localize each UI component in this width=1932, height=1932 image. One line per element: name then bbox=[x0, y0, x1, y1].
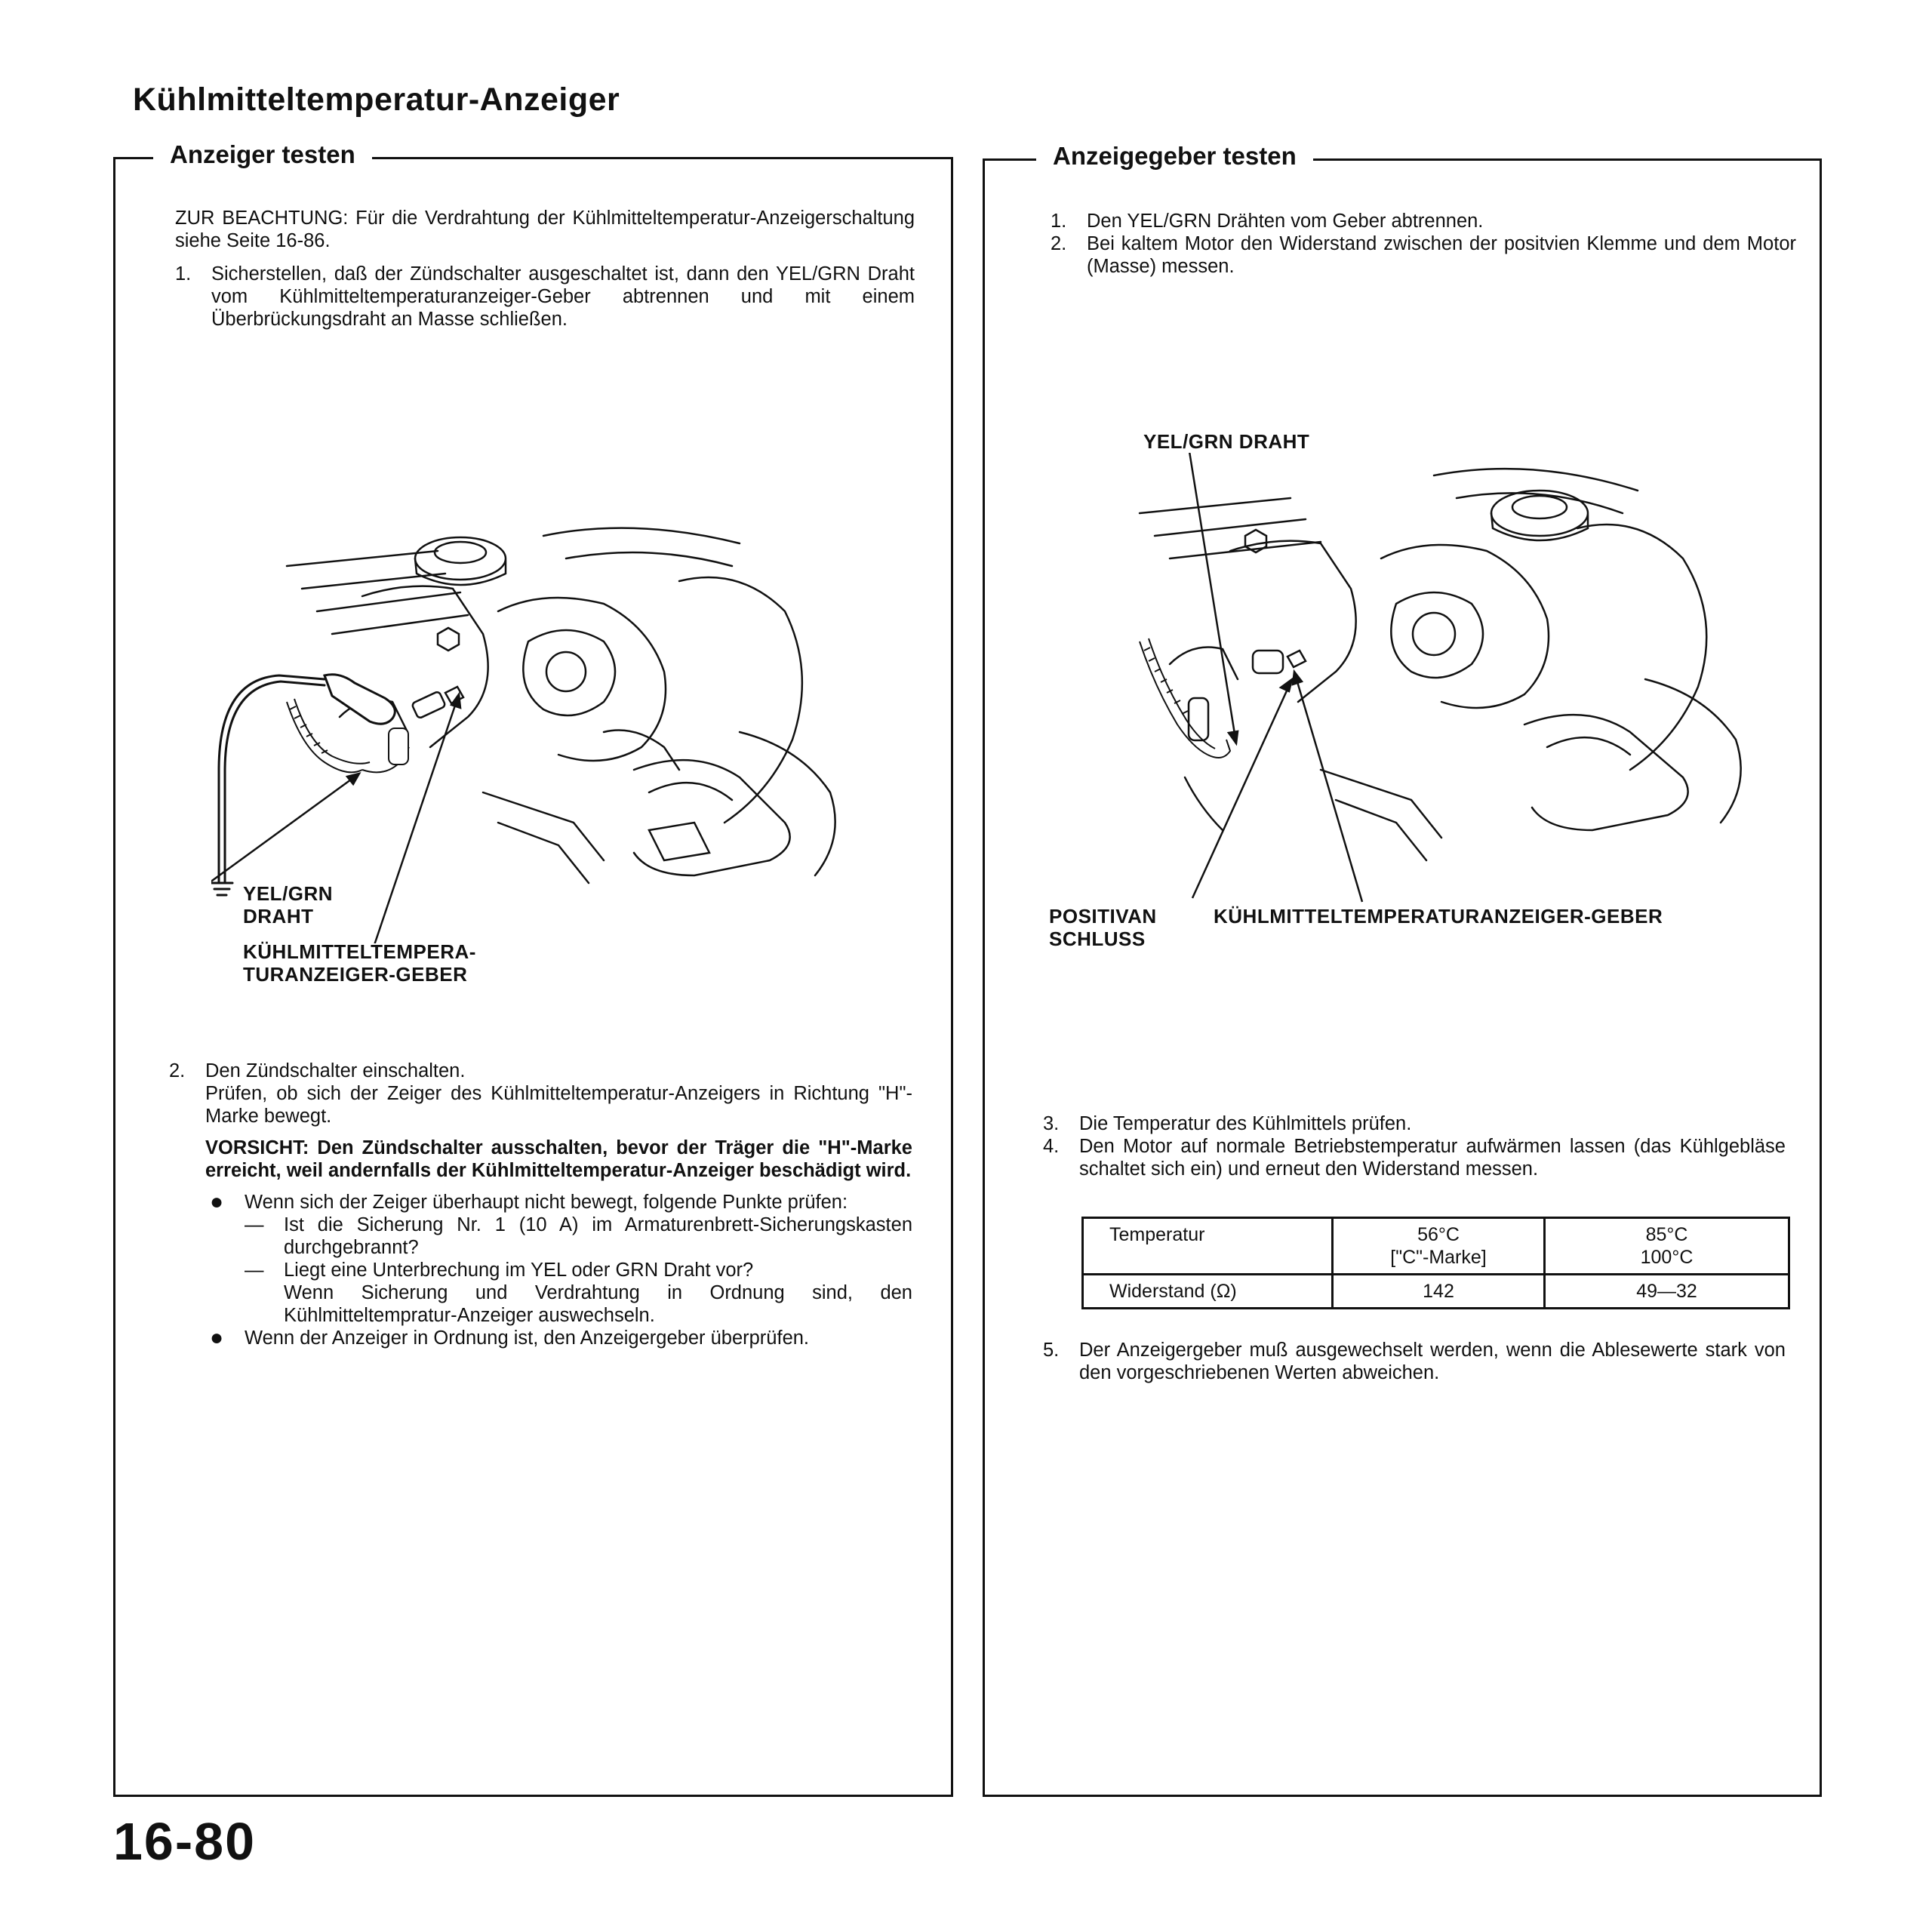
engine-diagram-right bbox=[1094, 453, 1789, 913]
right-lower-text bbox=[1043, 1112, 1786, 1180]
gauge-test-panel bbox=[113, 140, 953, 1797]
wire-callout-left bbox=[243, 882, 333, 928]
dash-item-2 bbox=[245, 1259, 912, 1281]
page-number: 16-80 bbox=[113, 1812, 257, 1871]
right-step-2-number: 2. bbox=[1051, 233, 1067, 254]
table-cell-resistance-col1: 142 bbox=[1333, 1275, 1545, 1309]
temp-col2-line2: 100°C bbox=[1640, 1247, 1694, 1268]
engine-illustration-left bbox=[211, 521, 875, 943]
temp-col1-line2: ["C"-Marke] bbox=[1390, 1247, 1487, 1268]
bullet-1-text: Wenn sich der Zeiger überhaupt nicht bewegt, folgende Punkte prüfen: bbox=[245, 1192, 848, 1213]
sender-callout-left bbox=[243, 940, 476, 986]
right-step-5-text: Der Anzeigergeber muß ausgewechselt werden, wenn die Ablesewerte stark von den vorgeschriebenen Werten abweichen. bbox=[1079, 1340, 1786, 1383]
terminal-callout-line2: SCHLUSS bbox=[1049, 928, 1146, 950]
left-intro-text bbox=[175, 207, 915, 331]
note-text: ZUR BEACHTUNG: Für die Verdrahtung der Kühlmitteltemperatur-Anzeigerschaltung siehe Seite 16-86. bbox=[175, 208, 915, 251]
engine-diagram-left bbox=[211, 521, 875, 943]
right-step-2 bbox=[1051, 232, 1796, 278]
left-step-2 bbox=[169, 1060, 912, 1349]
table-cell-resistance-col2: 49—32 bbox=[1545, 1275, 1789, 1309]
table-row bbox=[1083, 1218, 1789, 1275]
right-step-1 bbox=[1051, 210, 1796, 232]
dash-2-mark: — bbox=[245, 1260, 264, 1281]
right-step-4 bbox=[1043, 1135, 1786, 1180]
bullet-1-dot: ● bbox=[210, 1189, 224, 1214]
left-step-2-line1: Den Zündschalter einschalten. bbox=[205, 1060, 466, 1081]
bullet-2-dot: ● bbox=[210, 1325, 224, 1350]
page-title: Kühlmitteltemperatur-Anzeiger bbox=[133, 82, 620, 118]
table-cell-temp-col1 bbox=[1333, 1218, 1545, 1275]
right-step-4-number: 4. bbox=[1043, 1136, 1060, 1157]
right-final-text bbox=[1043, 1339, 1786, 1384]
right-step-5 bbox=[1043, 1339, 1786, 1384]
temp-col2-line1: 85°C bbox=[1645, 1224, 1688, 1245]
right-intro-text bbox=[1051, 210, 1796, 278]
sender-test-panel bbox=[983, 142, 1822, 1797]
wire-callout-left-line1: YEL/GRN bbox=[243, 882, 334, 905]
right-step-4-text: Den Motor auf normale Betriebstemperatur aufwärmen lassen (das Kühlgebläse schaltet sich ein) und erneut den Widerstand messen. bbox=[1079, 1136, 1786, 1180]
caution-text: VORSICHT: Den Zündschalter ausschalten, bevor der Träger die "H"-Marke erreicht, weil andernfalls der Kühlmitteltemperatur-Anzeiger beschädigt wird. bbox=[205, 1137, 912, 1181]
table-header-resistance: Widerstand (Ω) bbox=[1083, 1275, 1333, 1309]
resistance-table bbox=[1081, 1217, 1790, 1309]
sender-callout-left-line1: KÜHLMITTELTEMPERA- bbox=[243, 940, 476, 963]
terminal-callout-line1: POSITIVAN bbox=[1049, 905, 1157, 928]
dash-item-1 bbox=[245, 1214, 912, 1259]
dash-note: Wenn Sicherung und Verdrahtung in Ordnung sind, den Kühlmitteltempratur-Anzeiger auswechseln. bbox=[284, 1282, 912, 1326]
right-step-3-text: Die Temperatur des Kühlmittels prüfen. bbox=[1079, 1113, 1412, 1134]
bullet-2-text: Wenn der Anzeiger in Ordnung ist, den Anzeigergeber überprüfen. bbox=[245, 1327, 810, 1349]
table-header-temperature: Temperatur bbox=[1083, 1218, 1333, 1275]
left-step-1 bbox=[175, 263, 915, 331]
right-step-3-number: 3. bbox=[1043, 1113, 1060, 1134]
terminal-callout bbox=[1049, 905, 1157, 950]
left-step-1-text: Sicherstellen, daß der Zündschalter ausgeschaltet ist, dann den YEL/GRN Draht vom Kühlmitteltemperaturanzeiger-Geber abtrennen und mit einem Überbrückungsdraht an Masse schließen. bbox=[211, 263, 915, 330]
sender-test-heading: Anzeigegeber testen bbox=[1036, 142, 1313, 171]
sender-callout-left-line2: TURANZEIGER-GEBER bbox=[243, 963, 468, 986]
bullet-1 bbox=[205, 1191, 912, 1327]
right-step-5-number: 5. bbox=[1043, 1340, 1060, 1361]
table-row bbox=[1083, 1275, 1789, 1309]
left-lower-text bbox=[169, 1060, 912, 1349]
right-step-2-text: Bei kaltem Motor den Widerstand zwischen der positvien Klemme und dem Motor (Masse) messen. bbox=[1087, 233, 1796, 277]
wire-callout-right: YEL/GRN DRAHT bbox=[1143, 430, 1310, 453]
right-step-3 bbox=[1043, 1112, 1786, 1135]
left-step-2-number: 2. bbox=[169, 1060, 186, 1081]
temp-col1-line1: 56°C bbox=[1417, 1224, 1460, 1245]
dash-2-text: Liegt eine Unterbrechung im YEL oder GRN Draht vor? bbox=[284, 1260, 754, 1281]
engine-illustration-right bbox=[1094, 453, 1789, 913]
dash-1-mark: — bbox=[245, 1214, 264, 1235]
right-step-1-text: Den YEL/GRN Drähten vom Geber abtrennen. bbox=[1087, 211, 1484, 232]
sender-callout-right: KÜHLMITTELTEMPERATURANZEIGER-GEBER bbox=[1214, 905, 1663, 928]
left-step-1-number: 1. bbox=[175, 263, 192, 285]
gauge-test-heading: Anzeiger testen bbox=[153, 140, 372, 169]
dash-1-text: Ist die Sicherung Nr. 1 (10 A) im Armaturenbrett-Sicherungskasten durchgebrannt? bbox=[284, 1214, 912, 1258]
wire-callout-left-line2: DRAHT bbox=[243, 905, 314, 928]
right-step-1-number: 1. bbox=[1051, 211, 1067, 232]
left-step-2-line2: Prüfen, ob sich der Zeiger des Kühlmitteltemperatur-Anzeigers in Richtung "H"-Marke bewegt. bbox=[205, 1083, 912, 1127]
table-cell-temp-col2 bbox=[1545, 1218, 1789, 1275]
bullet-2 bbox=[205, 1327, 912, 1349]
